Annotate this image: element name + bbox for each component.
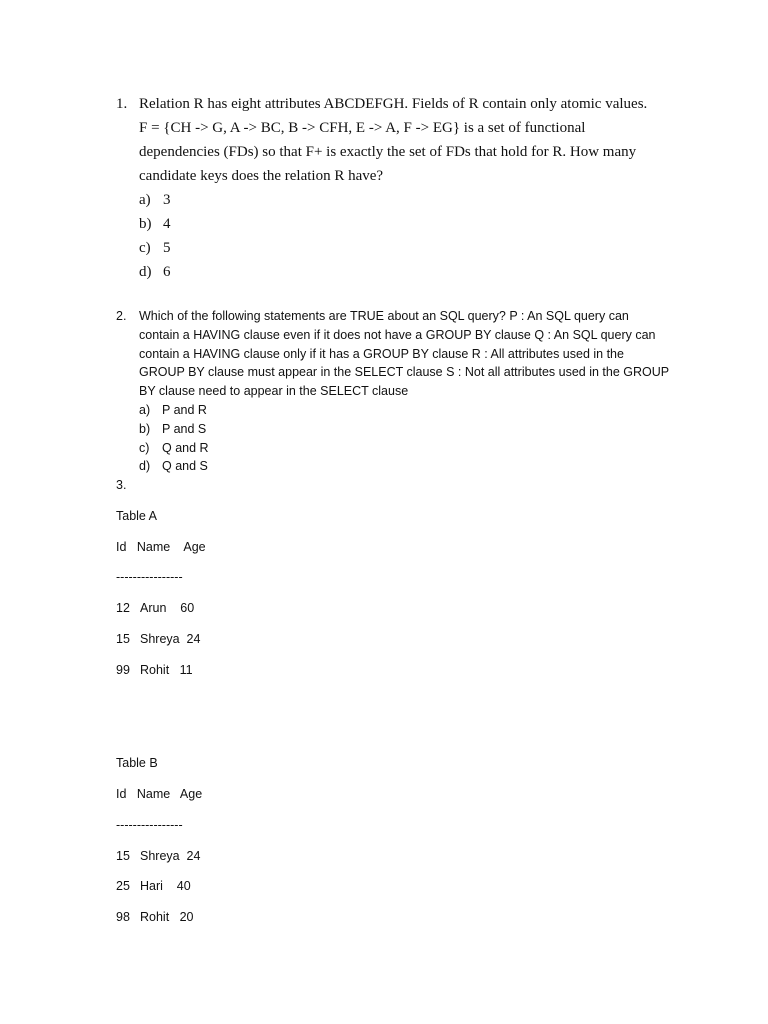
row-values: Rohit 20 (140, 910, 194, 924)
table-a-header: Id Name Age (116, 540, 206, 554)
option-text: Q and S (162, 459, 208, 474)
table-a-row (116, 601, 194, 615)
option-label: d) (139, 459, 151, 474)
row-values: Hari 40 (140, 879, 191, 893)
question-1-text-line: F = {CH -> G, A -> BC, B -> CFH, E -> A, F -> EG} is a set of functional (139, 120, 586, 136)
row-values: Shreya 24 (140, 632, 201, 646)
table-a-separator: ---------------- (116, 570, 183, 584)
row-id: 15 (116, 632, 130, 646)
question-1-number: 1. (116, 96, 128, 112)
table-a-title: Table A (116, 509, 158, 523)
row-values: Arun 60 (140, 601, 195, 615)
option-text: 4 (163, 216, 171, 232)
question-1-text-line: dependencies (FDs) so that F+ is exactly the set of FDs that hold for R. How many (139, 144, 637, 160)
table-b-header: Id Name Age (116, 787, 203, 801)
table-a-row (116, 632, 200, 646)
question-3-number: 3. (116, 478, 127, 492)
row-id: 25 (116, 879, 130, 893)
row-id: 12 (116, 601, 130, 615)
table-b-separator: ---------------- (116, 818, 183, 832)
question-1-option-c (139, 236, 676, 260)
question-1-option-b (139, 212, 676, 236)
question-1-text-line: candidate keys does the relation R have? (139, 168, 384, 184)
question-1-option-a (139, 188, 676, 212)
table-b-row (116, 849, 200, 863)
table-b-row (116, 910, 194, 924)
table-a-row (116, 663, 193, 677)
question-2-number: 2. (116, 309, 127, 323)
option-label: a) (139, 192, 151, 208)
table-b-title: Table B (116, 756, 158, 770)
option-text: P and R (162, 402, 207, 417)
question-2-text-line: GROUP BY clause must appear in the SELECT clause S : Not all attributes used in the GROUP (139, 365, 670, 380)
row-values: Shreya 24 (140, 849, 201, 863)
row-id: 99 (116, 663, 130, 677)
question-1-option-d (139, 260, 676, 284)
question-2-body (139, 307, 676, 476)
option-label: a) (139, 402, 151, 417)
option-text: 3 (163, 192, 171, 208)
table-b-row (116, 879, 191, 893)
question-2-option-d (139, 457, 676, 476)
row-values: Rohit 11 (140, 663, 193, 677)
option-label: c) (139, 240, 151, 256)
option-text: 6 (163, 264, 171, 280)
option-text: 5 (163, 240, 171, 256)
option-text: Q and R (162, 440, 209, 455)
question-1-text-line: Relation R has eight attributes ABCDEFGH. Fields of R contain only atomic values. (139, 96, 648, 112)
question-2-option-b (139, 420, 676, 439)
row-id: 98 (116, 910, 130, 924)
option-label: b) (139, 216, 152, 232)
question-2-text-line: contain a HAVING clause even if it does not have a GROUP BY clause Q : An SQL query can (139, 327, 656, 342)
question-2-text-line: BY clause need to appear in the SELECT clause (139, 384, 409, 399)
question-2-text-line: Which of the following statements are TRUE about an SQL query? P : An SQL query can (139, 309, 629, 323)
question-2-text-line: contain a HAVING clause only if it has a GROUP BY clause R : All attributes used in the (139, 346, 624, 361)
option-label: b) (139, 421, 151, 436)
option-text: P and S (162, 421, 207, 436)
question-2-option-c (139, 439, 676, 458)
question-1-body (139, 92, 676, 284)
question-1 (116, 92, 676, 284)
option-label: d) (139, 264, 152, 280)
question-2 (116, 307, 676, 476)
row-id: 15 (116, 849, 130, 863)
question-2-option-a (139, 401, 676, 420)
option-label: c) (139, 440, 150, 455)
